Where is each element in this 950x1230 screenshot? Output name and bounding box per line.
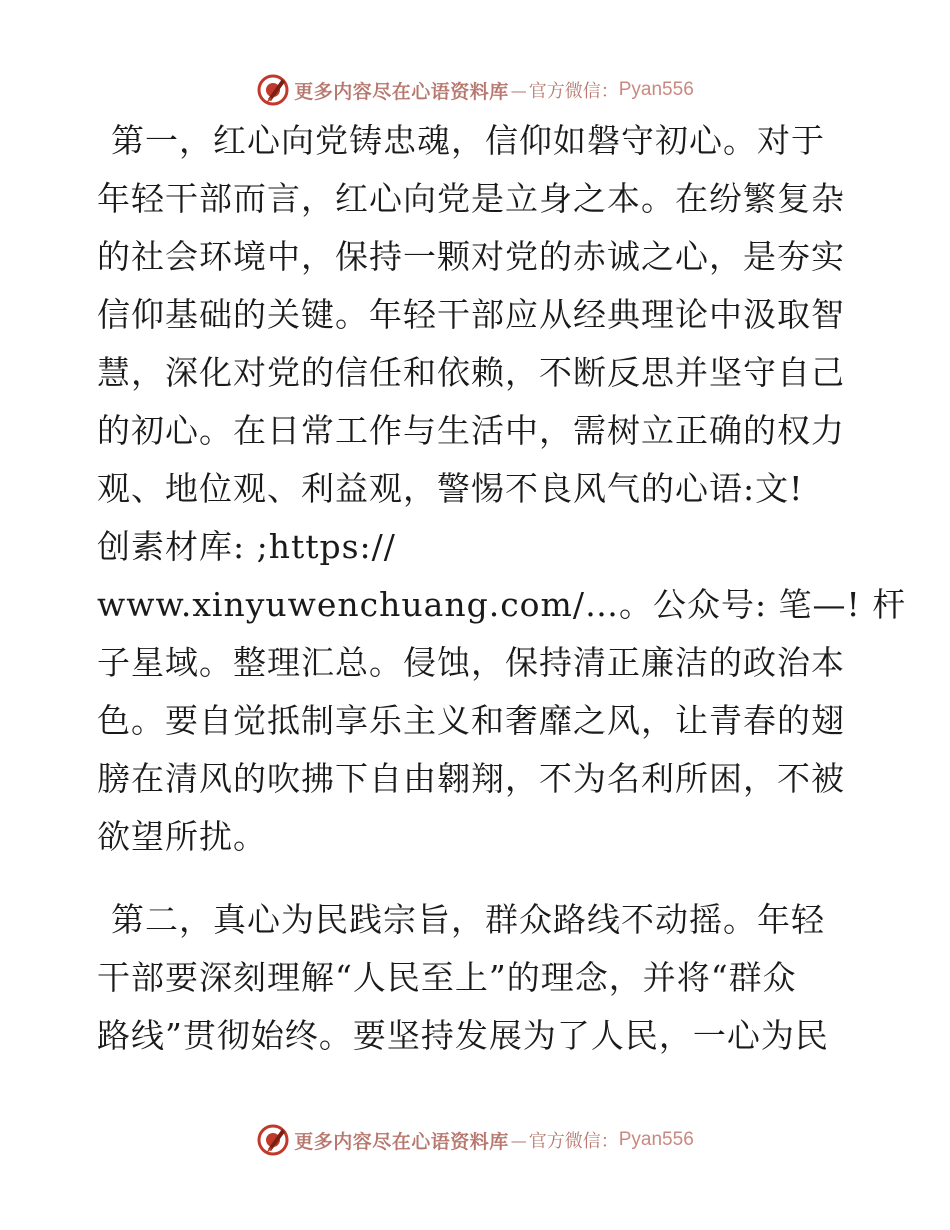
logo-icon	[256, 1123, 290, 1157]
text-line: 子星域。整理汇总。侵蚀，保持清正廉洁的政治本	[97, 643, 845, 682]
text-line: 创素材库: ;https://	[97, 527, 396, 566]
text-line: 欲望所扰。	[97, 817, 267, 856]
text-line: 观、地位观、利益观，警惕不良风气的心语:文!	[97, 469, 804, 508]
text-line: 的社会环境中，保持一颗对党的赤诚之心，是夯实	[97, 237, 845, 276]
banner-dash: —	[510, 1130, 527, 1150]
document-body	[97, 112, 907, 1065]
paragraph-1	[97, 112, 907, 866]
text-line: 第二，真心为民践宗旨，群众路线不动摇。年轻	[111, 900, 825, 939]
logo-icon	[256, 73, 290, 107]
text-line: 的初心。在日常工作与生活中，需树立正确的权力	[97, 411, 845, 450]
wechat-id: Pyan556	[618, 1129, 694, 1150]
paragraph-2	[97, 891, 852, 1065]
text-line: 膀在清风的吹拂下自由翱翔，不为名利所困，不被	[97, 759, 845, 798]
text-line: 信仰基础的关键。年轻干部应从经典理论中汲取智	[97, 295, 845, 334]
footer-banner	[0, 1120, 950, 1160]
paragraph-gap	[97, 866, 852, 891]
wechat-id: Pyan556	[618, 79, 694, 100]
text-line: 第一，红心向党铸忠魂，信仰如磐守初心。对于	[111, 121, 825, 160]
text-line: 色。要自觉抵制享乐主义和奢靡之风，让青春的翅	[97, 701, 845, 740]
banner-dash: —	[510, 80, 527, 100]
banner-official-label: 官方微信：	[528, 81, 619, 102]
text-line: 干部要深刻理解“人民至上”的理念，并将“群众	[97, 958, 797, 997]
header-banner	[0, 70, 950, 110]
banner-official-label: 官方微信：	[528, 1131, 619, 1152]
text-line: 慧，深化对党的信任和依赖，不断反思并坚守自己	[97, 353, 845, 392]
banner-title: 更多内容尽在心语资料库	[294, 80, 509, 103]
text-line: 年轻干部而言，红心向党是立身之本。在纷繁复杂	[97, 179, 845, 218]
banner-title: 更多内容尽在心语资料库	[294, 1130, 509, 1153]
text-line: 路线”贯彻始终。要坚持发展为了人民，一心为民	[97, 1016, 829, 1055]
text-line: www.xinyuwenchuang.com/…。公众号: 笔—! 杆	[97, 585, 907, 624]
